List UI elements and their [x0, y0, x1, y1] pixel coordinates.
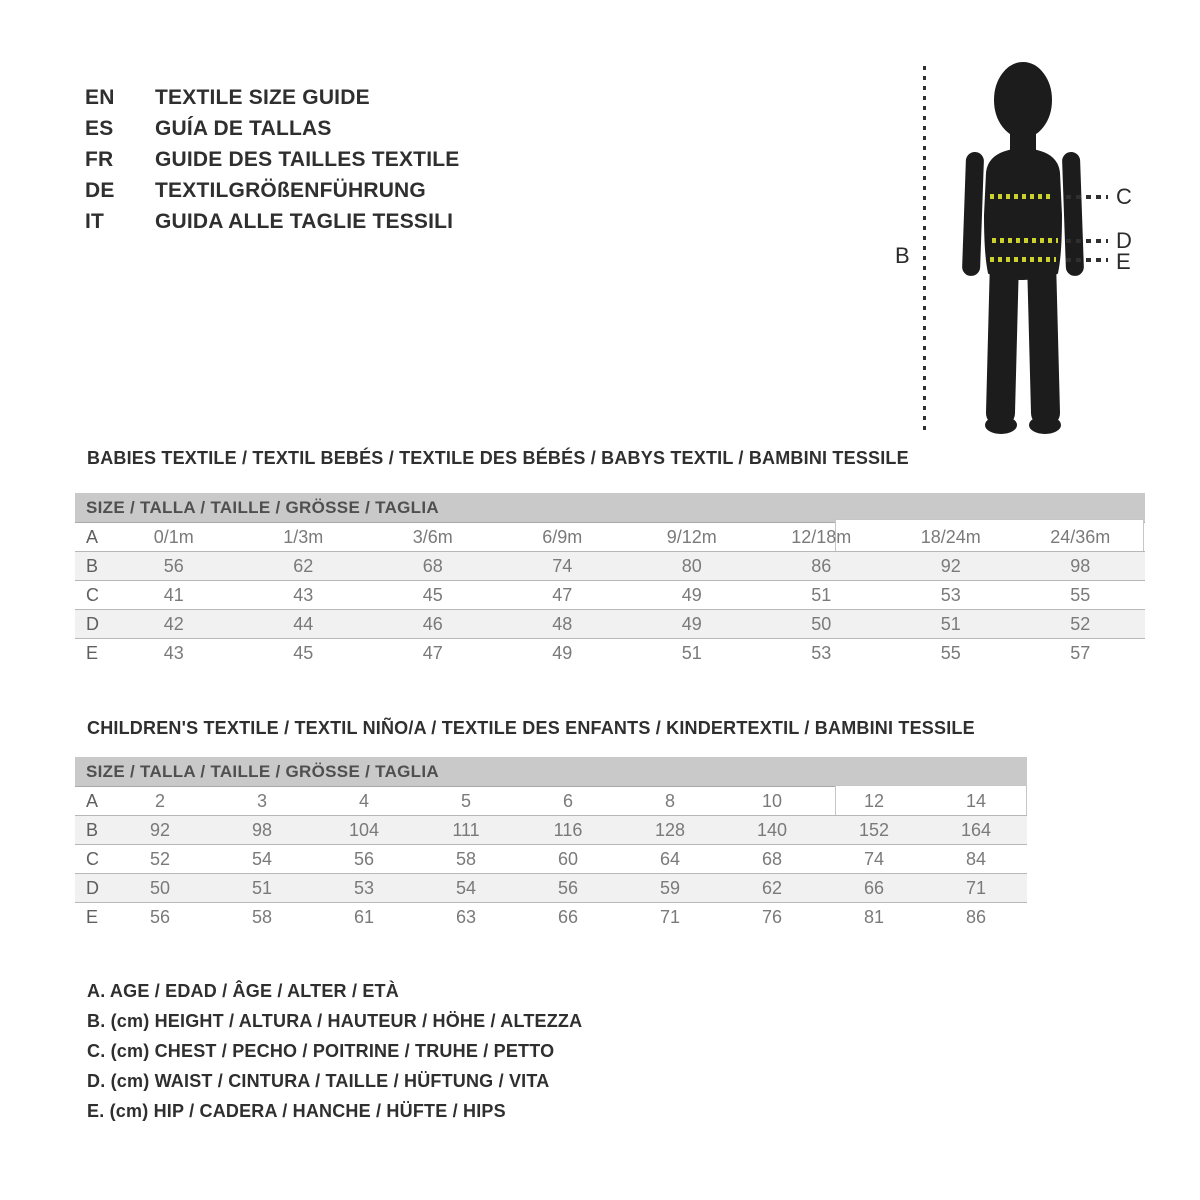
table-cell: 50 — [811, 613, 832, 634]
silhouette-left-arm — [963, 153, 983, 275]
waist-measure-line — [992, 238, 1058, 243]
table-cell: 54 — [251, 848, 273, 869]
chest-measure-label: C — [1116, 184, 1132, 209]
table-cell: 44 — [293, 613, 314, 634]
table-cell: 42 — [163, 613, 184, 634]
language-code: DE — [85, 179, 115, 202]
language-code: IT — [85, 210, 105, 233]
language-code: FR — [85, 148, 114, 171]
table-cell: 43 — [163, 643, 184, 663]
table-cell: 3 — [256, 790, 267, 811]
table-cell: 68 — [761, 848, 783, 869]
table-cell: 58 — [251, 907, 273, 927]
table-cell: 62 — [761, 877, 783, 898]
table-cell: 51 — [811, 584, 832, 605]
language-title: GUIDA ALLE TAGLIE TESSILI — [155, 210, 454, 233]
table-cell: 74 — [863, 848, 885, 869]
table-cell: 84 — [965, 848, 987, 869]
language-row — [85, 175, 459, 206]
table-cell: 6/9m — [542, 526, 583, 547]
babies-table-header: SIZE / TALLA / TAILLE / GRÖSSE / TAGLIA — [75, 493, 1145, 523]
table-cell: 81 — [863, 907, 885, 927]
table-row — [75, 610, 1145, 639]
table-row — [75, 816, 1027, 845]
table-cell: 3/6m — [412, 526, 453, 547]
table-cell: 98 — [1070, 555, 1091, 576]
hip-measure-label: E — [1116, 249, 1131, 274]
language-row — [85, 144, 459, 175]
table-cell: 53 — [811, 643, 832, 663]
table-cell: 49 — [681, 613, 702, 634]
hip-measure-line — [990, 257, 1056, 262]
chest-measure-line — [990, 194, 1054, 199]
table-cell: 59 — [659, 877, 681, 898]
table-cell: 9/12m — [666, 526, 717, 547]
row-label: C — [86, 584, 99, 605]
table-cell: 58 — [455, 848, 477, 869]
table-cell: 45 — [422, 584, 443, 605]
table-row — [75, 581, 1145, 610]
table-cell: 5 — [460, 790, 471, 811]
table-cell: 55 — [940, 643, 961, 663]
table-cell: 92 — [149, 819, 171, 840]
table-row — [75, 845, 1027, 874]
row-label: E — [86, 907, 99, 927]
row-label: B — [86, 819, 99, 840]
table-cell: 57 — [1070, 643, 1091, 663]
table-row — [75, 552, 1145, 581]
table-cell: 51 — [251, 877, 273, 898]
table-cell: 71 — [659, 907, 681, 927]
language-title: GUIDE DES TAILLES TEXTILE — [155, 148, 460, 171]
language-list — [85, 82, 459, 237]
table-cell: 86 — [965, 907, 987, 927]
table-cell: 56 — [557, 877, 579, 898]
table-cell: 128 — [654, 819, 686, 840]
table-cell: 98 — [251, 819, 273, 840]
row-label: C — [86, 848, 99, 869]
table-cell: 50 — [149, 877, 171, 898]
table-cell: 64 — [659, 848, 681, 869]
table-cell: 92 — [940, 555, 961, 576]
silhouette-left-leg — [987, 255, 1018, 426]
table-cell: 56 — [149, 907, 171, 927]
row-label: A — [86, 526, 99, 547]
silhouette-left-foot — [986, 417, 1016, 433]
waist-measure-label: D — [1116, 228, 1132, 253]
table-cell: 49 — [681, 584, 702, 605]
table-cell: 51 — [940, 613, 961, 634]
table-cell: 1/3m — [283, 526, 324, 547]
table-cell: 14 — [965, 790, 987, 811]
table-cell: 80 — [681, 555, 702, 576]
table-cell: 60 — [557, 848, 579, 869]
table-cell: 53 — [353, 877, 375, 898]
silhouette-right-foot — [1030, 417, 1060, 433]
table-cell: 111 — [452, 819, 480, 840]
table-cell: 10 — [761, 790, 783, 811]
table-cell: 164 — [960, 819, 992, 840]
language-title: GUÍA DE TALLAS — [155, 117, 332, 140]
legend-line: C. (cm) CHEST / PECHO / POITRINE / TRUHE / PETTO — [87, 1041, 555, 1061]
table-cell: 61 — [353, 907, 375, 927]
silhouette-right-arm — [1063, 153, 1083, 275]
language-row — [85, 82, 459, 113]
table-cell: 140 — [756, 819, 788, 840]
row-label: A — [86, 790, 99, 811]
table-cell: 8 — [664, 790, 675, 811]
row-label: E — [86, 643, 99, 663]
children-table-header: SIZE / TALLA / TAILLE / GRÖSSE / TAGLIA — [75, 757, 1027, 787]
table-cell: 54 — [455, 877, 477, 898]
waist-leader-line — [1066, 239, 1108, 243]
table-cell: 52 — [1070, 613, 1091, 634]
table-row — [75, 787, 1027, 816]
silhouette-right-leg — [1028, 255, 1059, 426]
table-cell: 52 — [149, 848, 171, 869]
table-cell: 63 — [455, 907, 477, 927]
table-cell: 55 — [1070, 584, 1091, 605]
table-cell: 47 — [422, 643, 443, 663]
table-cell: 71 — [965, 877, 987, 898]
table-cell: 53 — [940, 584, 961, 605]
table-row — [75, 523, 1145, 552]
table-cell: 116 — [553, 819, 583, 840]
language-code: EN — [85, 86, 115, 109]
legend-line: D. (cm) WAIST / CINTURA / TAILLE / HÜFTUNG / VITA — [87, 1071, 550, 1091]
measurement-legend — [87, 976, 582, 1126]
table-row — [75, 874, 1027, 903]
table-cell: 43 — [293, 584, 314, 605]
table-cell: 18/24m — [920, 526, 981, 547]
table-cell: 68 — [422, 555, 443, 576]
row-label: D — [86, 613, 99, 634]
language-row — [85, 113, 459, 144]
language-title: TEXTILGRÖßENFÜHRUNG — [155, 179, 426, 202]
table-cell: 74 — [552, 555, 573, 576]
babies-size-table — [75, 493, 1145, 668]
row-label: B — [86, 555, 99, 576]
table-row — [75, 903, 1027, 932]
legend-line: B. (cm) HEIGHT / ALTURA / HAUTEUR / HÖHE / ALTEZZA — [87, 1011, 583, 1031]
row-label: D — [86, 877, 99, 898]
height-dotted-line — [923, 66, 926, 432]
table-cell: 6 — [562, 790, 573, 811]
table-cell: 48 — [552, 613, 573, 634]
table-cell: 12 — [863, 790, 885, 811]
table-cell: 66 — [863, 877, 885, 898]
height-measure-label: B — [895, 243, 910, 268]
table-cell: 56 — [353, 848, 375, 869]
table-cell: 24/36m — [1050, 526, 1111, 547]
chest-leader-line — [1066, 195, 1108, 199]
language-code: ES — [85, 117, 114, 140]
table-cell: 12/18m — [791, 526, 852, 547]
language-title: TEXTILE SIZE GUIDE — [155, 86, 370, 109]
babies-section-title: BABIES TEXTILE / TEXTIL BEBÉS / TEXTILE DES BÉBÉS / BABYS TEXTIL / BAMBINI TESSILE — [87, 448, 909, 468]
child-silhouette — [953, 55, 1093, 435]
legend-line: A. AGE / EDAD / ÂGE / ALTER / ETÀ — [87, 981, 399, 1001]
table-cell: 76 — [761, 907, 783, 927]
language-row — [85, 206, 459, 237]
legend-line: E. (cm) HIP / CADERA / HANCHE / HÜFTE / HIPS — [87, 1101, 506, 1121]
table-cell: 45 — [293, 643, 314, 663]
children-section-title: CHILDREN'S TEXTILE / TEXTIL NIÑO/A / TEXTILE DES ENFANTS / KINDERTEXTIL / BAMBINI TESSILE — [87, 718, 975, 738]
table-cell: 0/1m — [153, 526, 194, 547]
table-cell: 51 — [681, 643, 702, 663]
table-cell: 47 — [552, 584, 573, 605]
table-cell: 41 — [163, 584, 184, 605]
table-cell: 4 — [358, 790, 369, 811]
table-cell: 49 — [552, 643, 573, 663]
table-cell: 66 — [557, 907, 579, 927]
table-row — [75, 639, 1145, 668]
silhouette-head — [995, 63, 1051, 137]
children-size-table — [75, 757, 1027, 932]
table-cell: 104 — [348, 819, 380, 840]
hip-leader-line — [1066, 258, 1108, 262]
table-cell: 2 — [154, 790, 165, 811]
table-cell: 62 — [293, 555, 314, 576]
table-cell: 152 — [858, 819, 890, 840]
table-cell: 56 — [163, 555, 184, 576]
table-cell: 46 — [422, 613, 443, 634]
table-cell: 86 — [811, 555, 832, 576]
